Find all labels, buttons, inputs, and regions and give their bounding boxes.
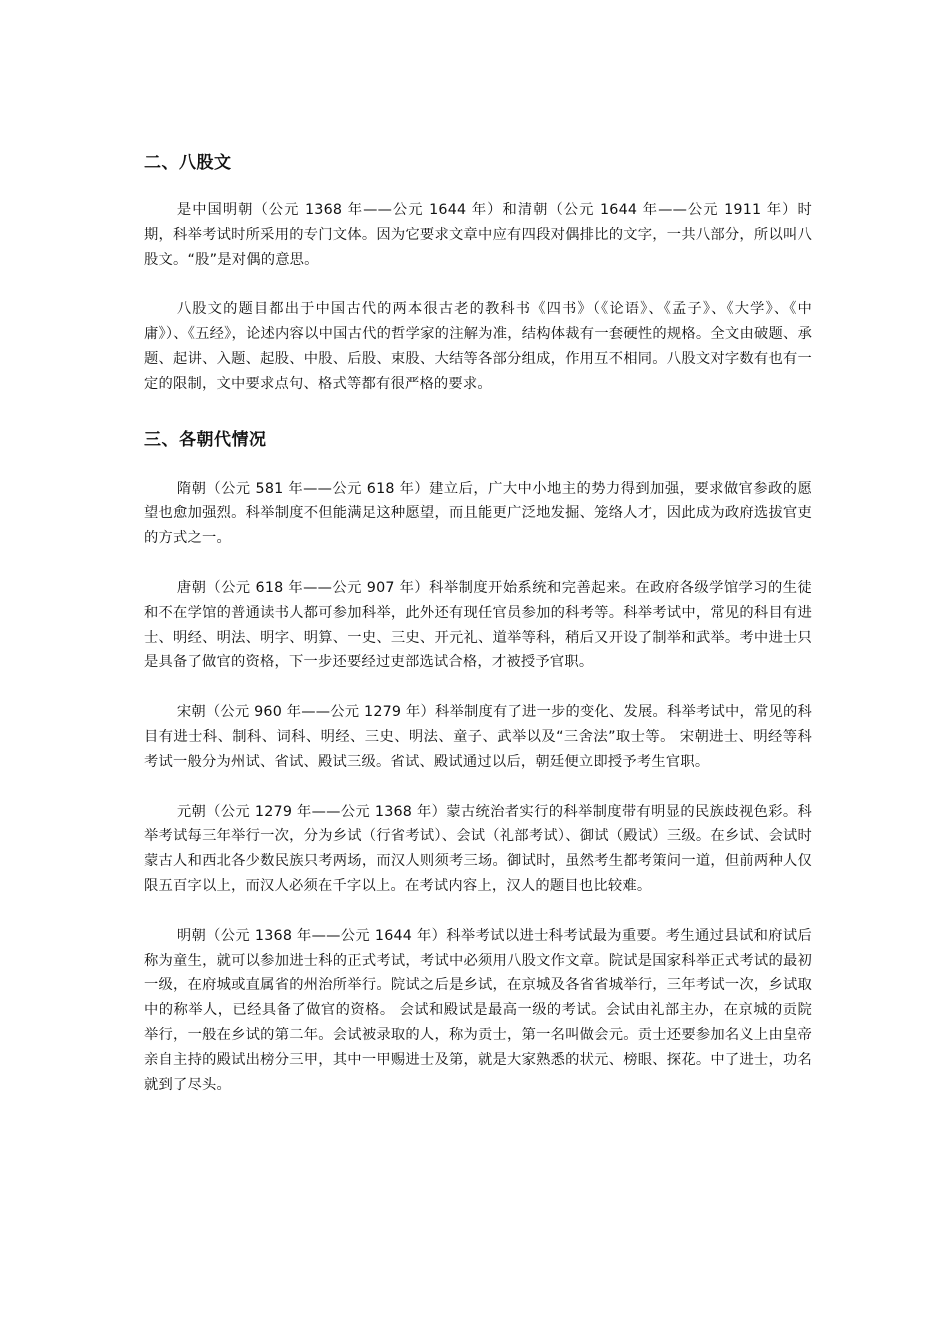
paragraph-ming: 明朝（公元 1368 年——公元 1644 年）科举考试以进士科考试最为重要。考生通过县试和府试后称为童生，就可以参加进士科的正式考试，考试中必须用八股文作文章。院试是国家科举正式考试的最初一级，在府城或直属省的州治所举行。院试之后是乡试，在京城及各省省城举行，三年考试一次，乡试取中的称举人，已经具备了做官的资格。 会试和殿试是最高一级的考试。会试由礼部主办，在京城的贡院举行，一般在乡试的第二年。会试被录取的人，称为贡士，第一名叫做会元。贡士还要参加名义上由皇帝亲自主持的殿试出榜分三甲，其中一甲赐进士及第，就是大家熟悉的状元、榜眼、探花。中了进士，功名就到了尽头。: [144, 927, 812, 1093]
paragraph-song: 宋朝（公元 960 年——公元 1279 年）科举制度有了进一步的变化、发展。科举考试中，常见的科目有进士科、制科、词科、明经、三史、明法、童子、武举以及“三舍法”取士等。 宋朝进士、明经等科考试一般分为州试、省试、殿试三级。省试、殿试通过以后，朝廷便立即授予考生官职。: [144, 704, 812, 770]
paragraph-tang: 唐朝（公元 618 年——公元 907 年）科举制度开始系统和完善起来。在政府各级学馆学习的生徒和不在学馆的普通读书人都可参加科举，此外还有现任官员参加的科考等。科举考试中，常见的科目有进士、明经、明法、明字、明算、一史、三史、开元礼、道举等科，稍后又开设了制举和武举。考中进士只是具备了做官的资格，下一步还要经过吏部选试合格，才被授予官职。: [144, 579, 812, 671]
paragraph: 是中国明朝（公元 1368 年——公元 1644 年）和清朝（公元 1644 年——公元 1911 年）时期，科举考试时所采用的专门文体。因为它要求文章中应有四段对偶排比的文字，一共八部分，所以叫八股文。“股”是对偶的意思。: [144, 202, 812, 268]
section-heading-eight-legged-essay: 二、八股文: [144, 153, 232, 173]
paragraph-sui: 隋朝（公元 581 年——公元 618 年）建立后，广大中小地主的势力得到加强，要求做官参政的愿望也愈加强烈。科举制度不但能满足这种愿望，而且能更广泛地发掘、笼络人才，因此成为政府选拔官吏的方式之一。: [144, 480, 812, 547]
section-heading-dynasties: 三、各朝代情况: [144, 429, 267, 450]
paragraph: 八股文的题目都出于中国古代的两本很古老的教科书《四书》（《论语》、《孟子》、《大学》、《中庸》）、《五经》，论述内容以中国古代的哲学家的注解为准，结构体裁有一套硬性的规格。全文由破题、承题、起讲、入题、起股、中股、后股、束股、大结等各部分组成，作用互不相同。八股文对字数有也有一定的限制，文中要求点句、格式等都有很严格的要求。: [144, 301, 812, 392]
paragraph-yuan: 元朝（公元 1279 年——公元 1368 年）蒙古统治者实行的科举制度带有明显的民族歧视色彩。科举考试每三年举行一次，分为乡试（行省考试）、会试（礼部考试）、御试（殿试）三级。在乡试、会试时蒙古人和西北各少数民族只考两场，而汉人则须考三场。御试时，虽然考生都考策问一道，但前两种人仅限五百字以上，而汉人必须在千字以上。在考试内容上，汉人的题目也比较难。: [144, 803, 812, 894]
document-body: [144, 150, 812, 1122]
